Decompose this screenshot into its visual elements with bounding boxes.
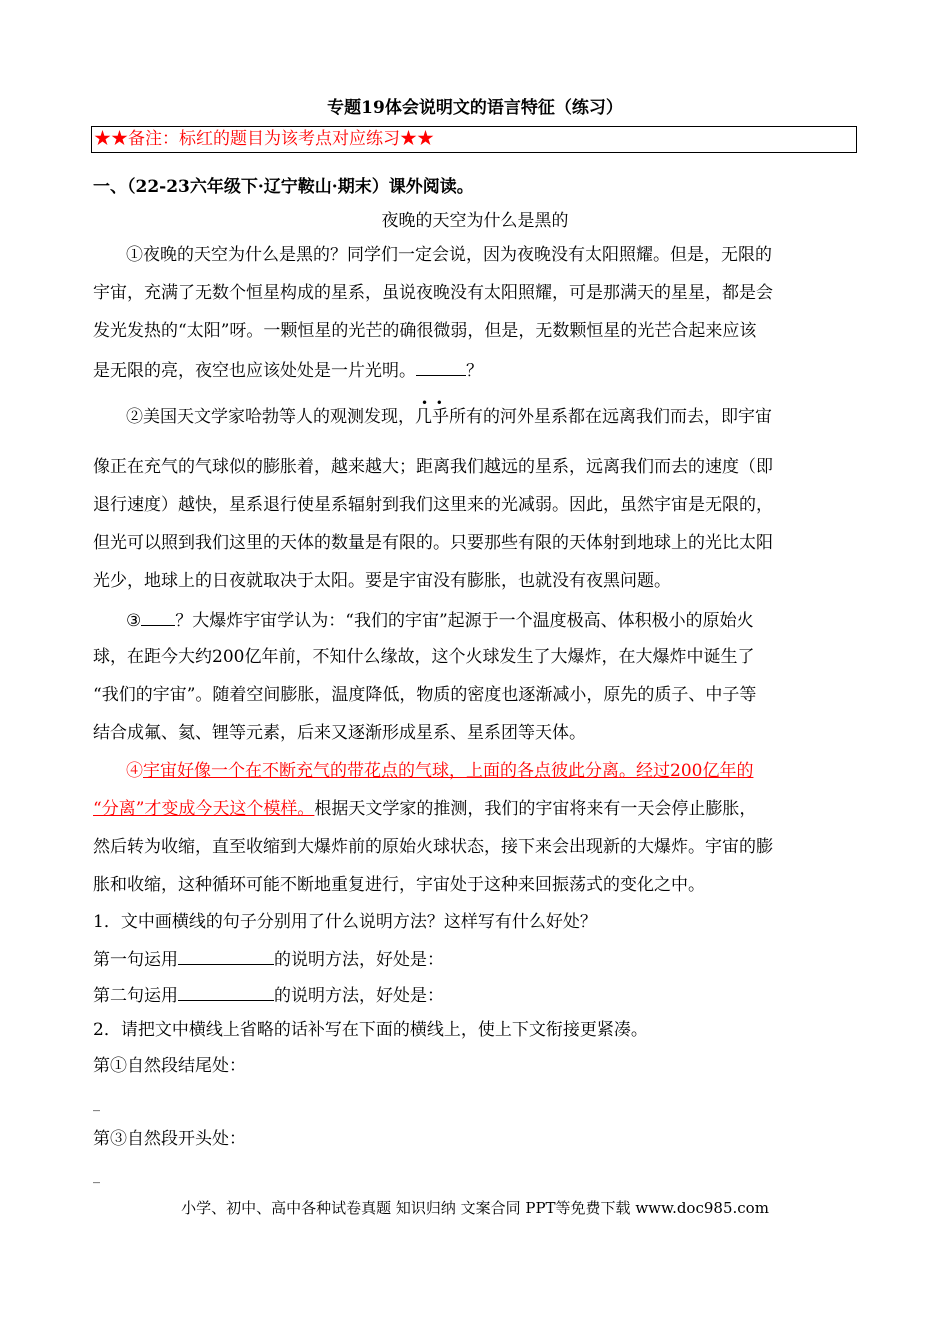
question-1-answer-a bbox=[93, 946, 444, 972]
paragraph-1-text: 是无限的亮，夜空也应该处处是一片光明。 bbox=[93, 361, 416, 381]
paragraph-2-line-5: 光少，地球上的日夜就取决于太阳。要是宇宙没有膨胀，也就没有夜黑问题。 bbox=[93, 571, 671, 591]
paragraph-4-rest: 根据天文学家的推测，我们的宇宙将来有一天会停止膨胀， bbox=[314, 799, 757, 819]
question-2-answer-a: 第①自然段结尾处： bbox=[93, 1056, 246, 1076]
answer-blank-2[interactable] bbox=[141, 607, 175, 626]
question-2-answer-b: 第③自然段开头处： bbox=[93, 1129, 246, 1149]
paragraph-4-number: ④ bbox=[126, 761, 143, 781]
question-2: 2．请把文中横线上省略的话补写在下面的横线上，使上下文衔接更紧凑。 bbox=[93, 1020, 648, 1040]
answer-a-prefix: 第一句运用 bbox=[93, 950, 178, 970]
paragraph-4-line-2 bbox=[93, 797, 756, 821]
paragraph-3-line-2: 球，在距今大约200亿年前，不知什么缘故，这个火球发生了大爆炸，在大爆炸中诞生了 bbox=[93, 647, 755, 667]
paragraph-1-line-2: 宇宙，充满了无数个恒星构成的星系，虽说夜晚没有太阳照耀，可是那满天的星星，都是会 bbox=[93, 283, 773, 303]
footer-text: 小学、初中、高中各种试卷真题 知识归纳 文案合同 PPT等免费下载 www.doc985.com bbox=[181, 1199, 769, 1217]
answer-line-2[interactable]: _ bbox=[93, 1168, 100, 1184]
paragraph-2-line-4: 但光可以照到我们这里的天体的数量是有限的。只要那些有限的天体射到地球上的光比太阳 bbox=[93, 533, 773, 553]
dotted-word bbox=[415, 396, 443, 427]
paragraph-1-line-3: 发光发热的“太阳”呀。一颗恒星的光芒的确很微弱，但是，无数颗恒星的光芒合起来应该 bbox=[93, 321, 757, 341]
paragraph-1-line-4 bbox=[93, 357, 483, 383]
paragraph-2-line-1 bbox=[126, 396, 772, 429]
paragraph-3-rest: ？大爆炸宇宙学认为：“我们的宇宙”起源于一个温度极高、体积极小的原始火 bbox=[175, 611, 754, 631]
paragraph-3-line-3: “我们的宇宙”。随着空间膨胀，温度降低，物质的密度也逐渐减小，原先的质子、中子等 bbox=[93, 685, 757, 705]
paragraph-3-number: ③ bbox=[126, 611, 142, 631]
answer-a-suffix: 的说明方法，好处是： bbox=[274, 950, 444, 970]
emphasis-dots: • • bbox=[421, 396, 443, 410]
paragraph-2-start: ②美国天文学家哈勃等人的观测发现， bbox=[126, 407, 415, 427]
paragraph-4-line-3: 然后转为收缩，直至收缩到大爆炸前的原始火球状态，接下来会出现新的大爆炸。宇宙的膨 bbox=[93, 837, 773, 857]
paragraph-4-line-1 bbox=[126, 759, 753, 783]
paragraph-4-line-4: 胀和收缩，这种循环可能不断地重复进行，宇宙处于这种来回振荡式的变化之中。 bbox=[93, 875, 705, 895]
paragraph-3-line-4: 结合成氟、氦、锂等元素，后来又逐渐形成星系、星系团等天体。 bbox=[93, 723, 586, 743]
paragraph-2-rest: 乎所有的河外星系都在远离我们而去，即宇宙 bbox=[432, 407, 772, 427]
underlined-sentence-1: 宇宙好像一个在不断充气的带花点的气球，上面的各点彼此分离。经过200亿年的 bbox=[143, 761, 754, 781]
question-1-answer-b bbox=[93, 982, 444, 1008]
dotted-character: 几 bbox=[415, 407, 432, 427]
paragraph-1-question-mark: ？ bbox=[466, 361, 483, 381]
paragraph-2-line-3: 退行速度）越快，星系退行使星系辐射到我们这里来的光减弱。因此，虽然宇宙是无限的， bbox=[93, 495, 773, 515]
essay-title: 夜晚的天空为什么是黑的 bbox=[381, 211, 569, 231]
method-blank-2[interactable] bbox=[178, 982, 274, 1001]
underlined-sentence-2: “分离”才变成今天这个模样。 bbox=[93, 799, 315, 819]
answer-blank-1[interactable] bbox=[416, 357, 466, 376]
section-heading: 一、（22-23六年级下·辽宁鞍山·期末）课外阅读。 bbox=[93, 177, 474, 197]
paragraph-2-line-2: 像正在充气的气球似的膨胀着，越来越大；距离我们越远的星系，远离我们而去的速度（即 bbox=[93, 457, 773, 477]
question-1: 1．文中画横线的句子分别用了什么说明方法？这样写有什么好处？ bbox=[93, 912, 597, 932]
answer-line-1[interactable]: _ bbox=[93, 1096, 100, 1112]
paragraph-3-line-1 bbox=[126, 607, 754, 633]
paragraph-1-line-1: ①夜晚的天空为什么是黑的？同学们一定会说，因为夜晚没有太阳照耀。但是，无限的 bbox=[126, 245, 772, 265]
note-box: ★★备注：标红的题目为该考点对应练习★★ bbox=[91, 126, 857, 153]
answer-b-suffix: 的说明方法，好处是： bbox=[274, 986, 444, 1006]
answer-b-prefix: 第二句运用 bbox=[93, 986, 178, 1006]
method-blank-1[interactable] bbox=[178, 946, 274, 965]
document-title: 专题19体会说明文的语言特征（练习） bbox=[327, 98, 623, 118]
